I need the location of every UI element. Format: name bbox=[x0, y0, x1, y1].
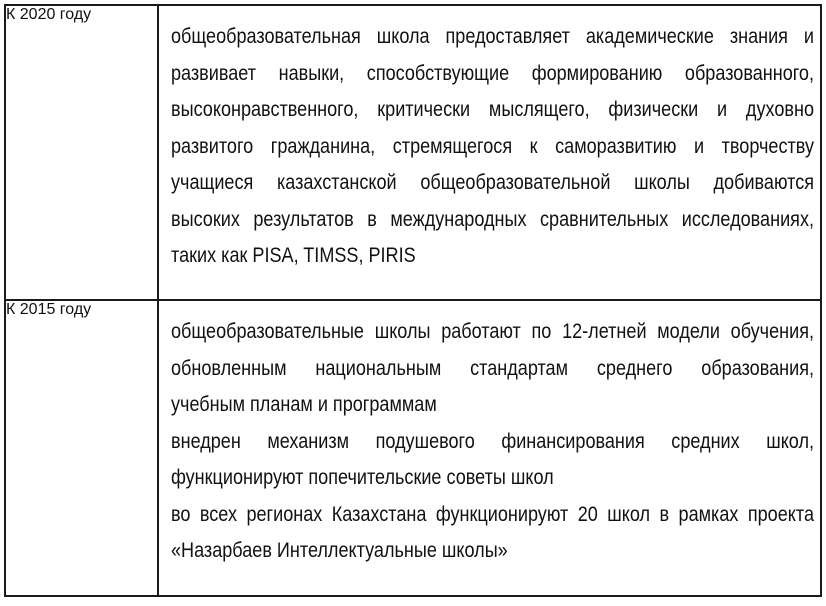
year-label: К 2020 году bbox=[6, 6, 92, 23]
year-cell bbox=[5, 5, 158, 300]
goal-text-line: учебным планам и программам bbox=[171, 393, 437, 416]
goal-text-line: развитого гражданина, стремящегося к саморазвитию и творчеству bbox=[171, 134, 814, 158]
goal-text-line: высоконравственного, критически мыслящего, физически и духовно bbox=[171, 98, 814, 121]
goal-text-line: функционируют попечительские советы школ bbox=[171, 466, 554, 489]
education-goals-table bbox=[4, 4, 822, 597]
year-cell bbox=[5, 300, 158, 596]
year-label: К 2015 году bbox=[6, 301, 92, 318]
goal-text-line: обновленным национальным стандартам среднего образования, bbox=[171, 356, 814, 380]
goals-cell bbox=[158, 300, 821, 596]
goal-text-line: высоких результатов в международных сравнительных исследованиях, bbox=[171, 207, 814, 231]
goal-text-line: таких как PISA, TIMSS, PIRIS bbox=[171, 244, 416, 267]
goals-cell bbox=[158, 5, 821, 300]
goal-text-line: внедрен механизм подушевого финансирования средних школ, bbox=[171, 429, 814, 453]
table-row bbox=[5, 300, 821, 596]
table-row bbox=[5, 5, 821, 300]
goal-text-line: общеобразовательная школа предоставляет академические знания и bbox=[171, 25, 814, 48]
goal-text-line: развивает навыки, способствующие формированию образованного, bbox=[171, 61, 814, 85]
goal-text-line: во всех регионах Казахстана функционируют 20 школ в рамках проекта bbox=[171, 502, 814, 526]
goal-text-line: «Назарбаев Интеллектуальные школы» bbox=[171, 539, 508, 562]
goal-text-line: общеобразовательные школы работают по 12-летней модели обучения, bbox=[171, 320, 814, 343]
goal-text-line: учащиеся казахстанской общеобразовательной школы добиваются bbox=[171, 171, 814, 194]
